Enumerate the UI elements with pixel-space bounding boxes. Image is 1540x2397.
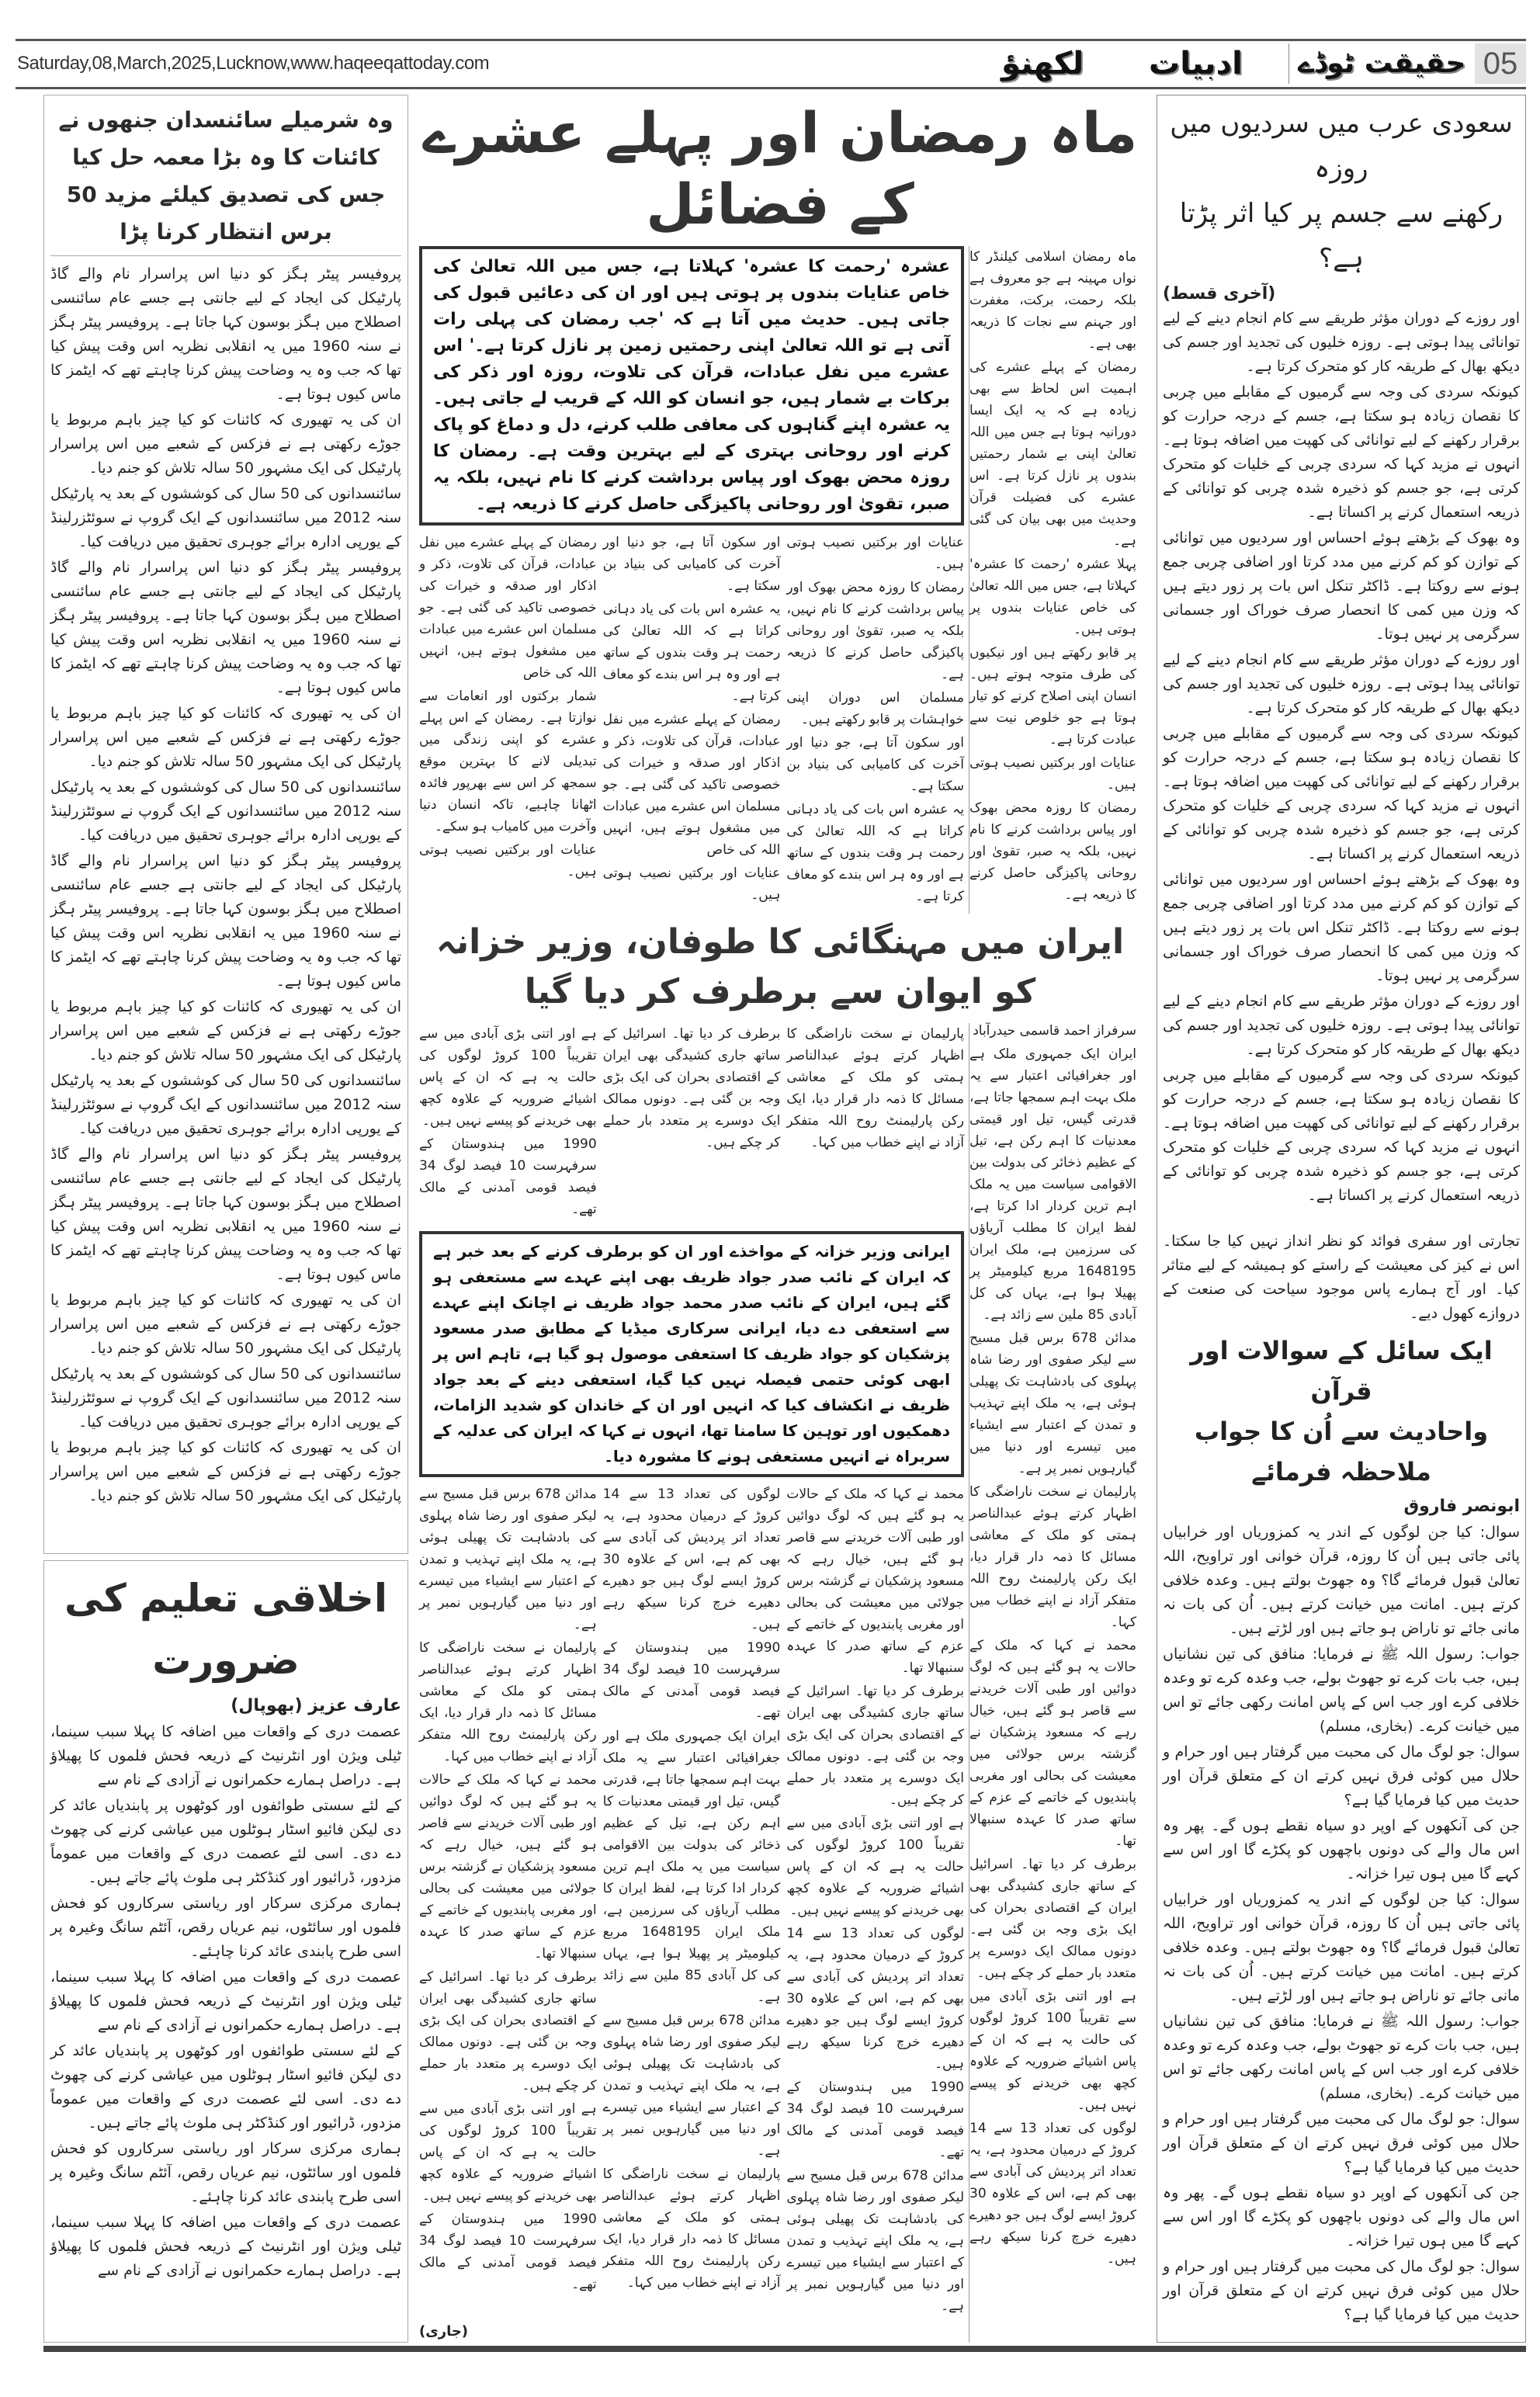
- ethics-article: [43, 1560, 408, 2343]
- ethics-article-body: [50, 1720, 401, 2336]
- paragraph: عنایات اور برکتیں نصیب ہوتی ہیں۔: [418, 842, 597, 879]
- paragraph: سوال: کیا جن لوگوں کے اندر یہ کمزوریاں اور خرابیاں پائی جاتی ہیں اُن کا روزہ، قرآن خوانی اور تراویح، اللہ تعالیٰ قبول فرمائے گا؟ وہ جھوٹ بولتے ہیں۔ وعدہ خلافی کرتے ہیں۔ امانت میں خیانت کرتے ہیں۔ اُن کی بات نہ مانی جائے تو ناراض ہو جاتے ہیں اور لڑتے ہیں۔: [1163, 1524, 1520, 1637]
- paragraph: پر قابو رکھتے ہیں اور نیکیوں کی طرف متوجہ ہوتے ہیں۔ انسان اپنی اصلاح کرنے کو تیار ہوتا ہے جو خلوص نیت سے عبادت کرتا ہے۔: [969, 645, 1136, 748]
- paragraph: پروفیسر پیٹر ہگز کو دنیا اس پراسرار نام والے گاڈ پارٹیکل کی ایجاد کے لیے جانتی ہے جسے عام سائنسی اصطلاح میں ہگز بوسون کہا جاتا ہے۔ پروفیسر پیٹر ہگز نے سنہ 1960 میں یہ انقلابی نظریہ اس وقت پیش کیا تھا کہ جب وہ یہ وضاحت پیش کرنا چاہتے تھے کہ ایٹمز کا ماس کیوں ہوتا ہے۔: [50, 265, 401, 403]
- paragraph: ہماری مرکزی سرکار اور ریاستی سرکاروں کو فحش فلموں اور سائٹوں، نیم عریاں رقص، آئٹم سانگ وغیرہ پر اسی طرح پابندی عائد کرنا چاہئے۔: [50, 1895, 401, 1960]
- saudi-headline-line-1: سعودی عرب میں سردیوں میں روزہ: [1170, 108, 1513, 184]
- iran-highlight-box: ایرانی وزیر خزانہ کے مواخذے اور ان کو برطرف کرنے کے بعد خبر ہے کہ ایران کے نائب صدر جواد ظریف بھی اپنے عہدے سے مستعفی ہو گئے ہیں، ایران کے نائب صدر محمد جواد ظریف نے اچانک اپنے عہدے سے استعفی دے دیا، ایرانی سرکاری میڈیا کے مطابق صدر مسعود پزشکیان کو جواد ظریف کا استعفی موصول ہو گیا ہے، تاہم اس پر ابھی کوئی حتمی فیصلہ نہیں کیا گیا، استعفی دینے کے بعد جواد ظریف نے انکشاف کیا کہ انہیں اور ان کے خاندان کو شدید الزامات، دھمکیوں اور توہین کا سامنا تھا، انہوں نے کہا کہ ایران کی عدلیہ کے سربراہ نے انہیں مستعفی ہونے کا مشورہ دیا۔: [419, 1231, 964, 1477]
- paragraph: مدائن 678 برس قبل مسیح سے لیکر صفوی اور رضا شاہ پہلوی کی بادشاہت تک پھیلی ہوئی ہے، یہ ملک اپنے تہذیب و تمدن کے اعتبار سے ایشیاء میں تیسرے اور دنیا میں گیارہویں نمبر پر ہے۔: [969, 1330, 1136, 1476]
- paragraph: سوال: جو لوگ مال کی محبت میں گرفتار ہیں اور حرام و حلال میں کوئی فرق نہیں کرتے ان کے متعلق قرآن اور حدیث میں کیا فرمایا گیا ہے؟: [1163, 2258, 1520, 2323]
- ethics-headline: اخلاقی تعلیم کی ضرورت: [64, 1576, 387, 1683]
- paragraph: وہ بھوک کے بڑھتے ہوئے احساس اور سردیوں میں توانائی کے توازن کو کم کرنے میں مدد کرتا اور اضافی چربی جمع ہونے سے روکتا ہے۔ ڈاکٹر تنکل اس بات پر زور دیتے ہیں کہ وزن میں کمی کا انحصار صرف خوراک اور جسمانی سرگرمی پر نہیں ہوتا۔: [1163, 529, 1520, 643]
- ramadan-column-1: [969, 246, 1136, 914]
- ethics-byline: عارف عزیز (بھوپال): [231, 1696, 401, 1715]
- paragraph: ان کی یہ تھیوری کہ کائنات کو کیا چیز باہم مربوط یا جوڑے رکھتی ہے نے فزکس کے شعبے میں اس پراسرار پارٹیکل کی ایک مشہور 50 سالہ تلاش کو جنم دیا۔: [50, 411, 401, 477]
- paragraph: عصمت دری کے واقعات میں اضافہ کا پہلا سبب سینما، ٹیلی ویژن اور انٹرنیٹ کے ذریعہ فحش فلموں کا پھیلاؤ ہے۔ دراصل ہمارے حکمرانوں نے آزادی کے نام سے: [50, 2214, 401, 2279]
- paragraph: سائنسدانوں کی 50 سال کی کوششوں کے بعد یہ پارٹیکل سنہ 2012 میں سائنسدانوں کے ایک گروپ نے سوئٹزرلینڈ کے یورپی ادارہ برائے جوہری تحقیق میں دریافت کیا۔: [50, 485, 402, 550]
- paragraph: سائنسدانوں کی 50 سال کی کوششوں کے بعد یہ پارٹیکل سنہ 2012 میں سائنسدانوں کے ایک گروپ نے سوئٹزرلینڈ کے یورپی ادارہ برائے جوہری تحقیق میں دریافت کیا۔: [50, 779, 402, 844]
- qa-headline: [1163, 1330, 1520, 1492]
- paragraph: برطرف کر دیا تھا۔ اسرائیل کے ساتھ جاری کشیدگی بھی ایران کے اقتصادی بحران کی ایک بڑی وجہ بن گئی ہے۔ دونوں ممالک ایک دوسرے پر متعدد بار حملے کر چکے ہیں۔: [969, 1857, 1136, 1981]
- paragraph: پروفیسر پیٹر ہگز کو دنیا اس پراسرار نام والے گاڈ پارٹیکل کی ایجاد کے لیے جانتی ہے جسے عام سائنسی اصطلاح میں ہگز بوسون کہا جاتا ہے۔ پروفیسر پیٹر ہگز نے سنہ 1960 میں یہ انقلابی نظریہ اس وقت پیش کیا تھا کہ جب وہ یہ وضاحت پیش کرنا چاہتے تھے کہ ایٹمز کا ماس کیوں ہوتا ہے۔: [50, 1146, 401, 1283]
- paragraph: کیونکہ سردی کی وجہ سے گرمیوں کے مقابلے میں چربی کا نقصان زیادہ ہو سکتا ہے، جسم کے درجہ حرارت کو برقرار رکھنے کے لیے توانائی کی کھپت میں اضافہ ہوتا ہے۔ انہوں نے مزید کہا کہ سردی چربی کے خلیات کو متحرک کرتی ہے، جو جسم کو ذخیرہ شدہ چربی کو توانائی کے ذریعہ استعمال کرنے پر اکساتا ہے۔: [1163, 1067, 1520, 1204]
- paragraph: ہماری مرکزی سرکار اور ریاستی سرکاروں کو فحش فلموں اور سائٹوں، نیم عریاں رقص، آئٹم سانگ وغیرہ پر اسی طرح پابندی عائد کرنا چاہئے۔: [50, 2140, 401, 2205]
- header-bottom-rule: [16, 87, 1526, 89]
- paragraph: برطرف کر دیا تھا۔ اسرائیل کے ساتھ جاری کشیدگی بھی ایران کے اقتصادی بحران کی ایک بڑی وجہ بن گئی ہے۔ دونوں ممالک ایک دوسرے پر متعدد بار حملے کر چکے ہیں۔: [602, 1026, 781, 1150]
- iran-column-3: [603, 1023, 781, 1225]
- paragraph: محمد نے کہا کہ ملک کے حالات یہ ہو گئے ہیں کہ لوگ دوائیں اور طبی آلات خریدنے سے قاصر ہو گئے ہیں، خیال رہے کہ مسعود پزشکیان نے گزشتہ برس جولائی میں معیشت کی بحالی اور مغربی پابندیوں کے خاتمے کے عزم کے ساتھ صدر کا عہدہ سنبھالا تھا۔: [969, 1638, 1136, 1849]
- paragraph: جواب: رسول اللہ ﷺ نے فرمایا: منافق کی تین نشانیاں ہیں، جب بات کرے تو جھوٹ بولے، جب وعدہ کرے تو وعدہ خلافی کرے اور جب اس کے پاس امانت رکھی جائے تو اس میں خیانت کرے۔ (بخاری، مسلم): [1163, 1646, 1520, 1735]
- paragraph: عنایات اور برکتیں نصیب ہوتی ہیں۔: [602, 865, 781, 903]
- paragraph: اور روزے کے دوران مؤثر طریقے سے کام انجام دینے کے لیے توانائی پیدا ہوتی ہے۔ روزہ خلیوں کی تجدید اور جسم کی دیکھ بھال کے طریقہ کار کو متحرک کرتا ہے۔: [1163, 993, 1520, 1058]
- ramadan-lower-columns: [419, 532, 964, 914]
- ramadan-headline: ماہ رمضان اور پہلے عشرے کے فضائل: [422, 100, 1138, 237]
- paragraph: پارلیمان نے سخت ناراضگی کا اظہار کرتے ہوئے عبدالناصر ہمتی کو ملک کے معاشی مسائل کا ذمہ دار قرار دیا، ایک رکن پارلیمنٹ روح اللہ متفکر آزاد نے اپنے خطاب میں کہا۔: [969, 1484, 1136, 1630]
- paragraph: 1990 میں ہندوستان کے سرفہرست 10 فیصد لوگ 34 فیصد قومی آمدنی کے مالک تھے۔: [418, 2211, 597, 2292]
- paragraph: یہ عشرہ اس بات کی یاد دہانی کراتا ہے کہ اللہ تعالیٰ کی رحمت ہر وقت بندوں کے ساتھ ہے اور وہ ہر اس بندے کو معاف کرتا ہے۔: [602, 602, 781, 704]
- installment-label: (آخری قسط): [1163, 284, 1276, 304]
- paragraph: اور روزے کے دوران مؤثر طریقے سے کام انجام دینے کے لیے توانائی پیدا ہوتی ہے۔ روزہ خلیوں کی تجدید اور جسم کی دیکھ بھال کے طریقہ کار کو متحرک کرتا ہے۔: [1163, 651, 1520, 716]
- paragraph: پارلیمان نے سخت ناراضگی کا اظہار کرتے ہوئے عبدالناصر ہمتی کو ملک کے معاشی مسائل کا ذمہ دار قرار دیا، ایک رکن پارلیمنٹ روح اللہ متفکر آزاد نے اپنے خطاب میں کہا۔: [602, 2166, 781, 2291]
- ramadan-column-1-wrap: [969, 246, 1141, 914]
- paragraph: اور روزے کے دوران مؤثر طریقے سے کام انجام دینے کے لیے توانائی پیدا ہوتی ہے۔ روزہ خلیوں کی تجدید اور جسم کی دیکھ بھال کے طریقہ کار کو متحرک کرتا ہے۔: [1163, 310, 1520, 375]
- paragraph: ہے اور اتنی بڑی آبادی میں سے تقریباً 100 کروڑ لوگوں کی حالت یہ ہے کہ ان کے پاس اشیائے ضروریہ کے علاوہ کچھ بھی خریدنے کو پیسے نہیں ہیں۔: [786, 1816, 964, 1918]
- paragraph: کیونکہ سردی کی وجہ سے گرمیوں کے مقابلے میں چربی کا نقصان زیادہ ہو سکتا ہے، جسم کے درجہ حرارت کو برقرار رکھنے کے لیے توانائی کی کھپت میں اضافہ ہوتا ہے۔ انہوں نے مزید کہا کہ سردی چربی کے خلیات کو متحرک کرتی ہے، جو جسم کو ذخیرہ شدہ چربی کو توانائی کے ذریعہ استعمال کرنے پر اکساتا ہے۔: [1163, 725, 1520, 862]
- paragraph: اور سکون آتا ہے، جو دنیا اور آخرت کی کامیابی کی بنیاد بن سکتا ہے۔: [786, 735, 964, 794]
- paragraph: ہے اور اتنی بڑی آبادی میں سے تقریباً 100 کروڑ لوگوں کی حالت یہ ہے کہ ان کے پاس اشیائے ضروریہ کے علاوہ کچھ بھی خریدنے کو پیسے نہیں ہیں۔: [418, 1026, 597, 1129]
- paragraph: اور سکون آتا ہے، جو دنیا اور آخرت کی کامیابی کی بنیاد بن سکتا ہے۔: [602, 535, 781, 594]
- paragraph: 1990 میں ہندوستان کے سرفہرست 10 فیصد لوگ 34 فیصد قومی آمدنی کے مالک تھے۔: [786, 2080, 964, 2160]
- paragraph: رمضان کے پہلے عشرے میں نفل عبادات، قرآن کی تلاوت، ذکر و اذکار اور صدقہ و خیرات کی خصوصی تاکید کی گئی ہے۔ جو مسلمان اس عشرے میں عبادات میں مشغول ہوتے ہیں، انہیں اللہ کی خاص: [418, 535, 597, 681]
- science-headline-line-1: وہ شرمیلے سائنسدان جنھوں نے کائنات کا وہ بڑا معمہ حل کیا: [58, 107, 394, 170]
- paragraph: مسلمان اس دوران اپنی خواہشات پر قابو رکھتے ہیں۔: [786, 690, 964, 727]
- continued-label: (جاری): [418, 2323, 469, 2340]
- ramadan-highlight-box: عشرہ 'رحمت کا عشرہ' کہلاتا ہے، جس میں اللہ تعالیٰ کی خاص عنایات بندوں پر ہوتی ہیں اور ان کی دعائیں قبول کی جاتی ہیں۔ حدیث میں آتا ہے کہ 'جب رمضان کی پہلی رات آتی ہے تو اللہ تعالیٰ اپنی رحمتیں زمین پر نازل کرتا ہے۔' اس عشرے میں نفل عبادات، قرآن کی تلاوت، روزہ اور ذکر کی برکات بے شمار ہیں، جو انسان کو اللہ کے قریب لے جاتی ہیں۔ یہ عشرہ اپنے گناہوں کی معافی طلب کرنے، دل و دماغ کو پاک کرنے اور روحانی بہتری کے لیے بہترین وقت ہے۔ رمضان کا روزہ محض بھوک اور پیاس برداشت کرنے کا نام نہیں، بلکہ یہ صبر، تقویٰ اور روحانی پاکیزگی حاصل کرنے کا ذریعہ ہے۔: [419, 246, 964, 526]
- city-title: لکھنؤ: [1001, 46, 1084, 82]
- iran-column-7-wrap: [419, 1483, 597, 2343]
- saudi-closing: تجارتی اور سفری فوائد کو نظر انداز نہیں کیا جا سکتا۔ اس نے کیز کی معیشت کے راستے کو ہمیشہ کے لیے متاثر کیا۔ اور آج ہمارے پاس موجود سیاحت کی صنعت کے دروازے کھول دیے۔: [1163, 1233, 1520, 1322]
- qa-headline-line-1: ایک سائل کے سوالات اور قرآن: [1190, 1336, 1493, 1406]
- paragraph: شمار برکتوں اور انعامات سے نوازتا ہے۔ رمضان کے اس پہلے عشرے کو اپنی زندگی میں تبدیلی لانے کا بہترین موقع سمجھ کر اس سے بھرپور فائدہ اٹھانا چاہیے، تاکہ انسان دنیا وآخرت میں کامیاب ہو سکے۔: [418, 689, 597, 834]
- paragraph: محمد نے کہا کہ ملک کے حالات یہ ہو گئے ہیں کہ لوگ دوائیں اور طبی آلات خریدنے سے قاصر ہو گئے ہیں، خیال رہے کہ مسعود پزشکیان نے گزشتہ برس جولائی میں معیشت کی بحالی اور مغربی پابندیوں کے خاتمے کے عزم کے ساتھ صدر کا عہدہ سنبھالا تھا۔: [418, 1772, 597, 1962]
- paragraph: مدائن 678 برس قبل مسیح سے لیکر صفوی اور رضا شاہ پہلوی کی بادشاہت تک پھیلی ہوئی ہے، یہ ملک اپنے تہذیب و تمدن کے اعتبار سے ایشیاء میں تیسرے اور دنیا میں گیارہویں نمبر پر ہے۔: [786, 2168, 964, 2314]
- paragraph: جن کی آنکھوں کے اوپر دو سیاہ نقطے ہوں گے۔ پھر وہ اس مال والے کی دونوں باچھوں کو پکڑے گا اور اس سے کہے گا میں ہوں تیرا خزانہ۔: [1163, 2184, 1520, 2250]
- paragraph: عصمت دری کے واقعات میں اضافہ کا پہلا سبب سینما، ٹیلی ویژن اور انٹرنیٹ کے ذریعہ فحش فلموں کا پھیلاؤ ہے۔ دراصل ہمارے حکمرانوں نے آزادی کے نام سے: [50, 1723, 401, 1788]
- section-title: ادبیات: [1149, 46, 1243, 82]
- iran-column-4: [419, 1023, 597, 1225]
- iran-column-1: [969, 1043, 1136, 2343]
- paragraph: رمضان کا روزہ محض بھوک اور پیاس برداشت کرنے کا نام نہیں، بلکہ یہ صبر، تقویٰ اور روحانی پاکیزگی حاصل کرنے کا ذریعہ ہے۔: [969, 800, 1136, 903]
- iran-columns: [419, 1023, 1141, 2343]
- iran-column-5: [786, 1483, 964, 2343]
- iran-byline: سرفراز احمد قاسمی حیدرآباد: [973, 1023, 1136, 1039]
- ramadan-column-4: [419, 532, 597, 914]
- science-headline: [50, 102, 401, 256]
- paragraph: لوگوں کی تعداد 13 سے 14 کروڑ کے درمیان محدود ہے، یہ تعداد اتر پردیش کی آبادی سے بھی کم ہے، اس کے علاوہ 30 کروڑ ایسے لوگ ہیں جو دھیرے دھیرے خرچ کرنا سیکھ رہے ہیں۔: [786, 1926, 965, 2072]
- saudi-article-body: [1163, 307, 1520, 1230]
- dateline: Saturday,08,March,2025,Lucknow,www.haqeeqattoday.com: [17, 53, 490, 74]
- qa-article: [1163, 1330, 1520, 2340]
- paragraph: کے لئے سستی طوائفوں اور کوٹھوں پر پابندیاں عائد کر دی لیکن فائیو اسٹار ہوٹلوں میں عیاشی کرنے کی چھوٹ دے دی۔ اسی لئے عصمت دری کے واقعات میں عموماً مزدور، ڈرائیور اور کنڈکٹر ہی ملوث پائے جاتے ہیں۔: [50, 1797, 401, 1886]
- paragraph: جواب: رسول اللہ ﷺ نے فرمایا: منافق کی تین نشانیاں ہیں، جب بات کرے تو جھوٹ بولے، جب وعدہ کرے تو وعدہ خلافی کرے اور جب اس کے پاس امانت رکھی جائے تو اس میں خیانت کرے۔ (بخاری، مسلم): [1163, 2013, 1520, 2102]
- science-article: [43, 95, 408, 1554]
- footer-rule: [43, 2346, 1526, 2352]
- paragraph: سائنسدانوں کی 50 سال کی کوششوں کے بعد یہ پارٹیکل سنہ 2012 میں سائنسدانوں کے ایک گروپ نے سوئٹزرلینڈ کے یورپی ادارہ برائے جوہری تحقیق میں دریافت کیا۔: [50, 1072, 402, 1137]
- ramadan-article: [419, 97, 1141, 914]
- paragraph: محمد نے کہا کہ ملک کے حالات یہ ہو گئے ہیں کہ لوگ دوائیں اور طبی آلات خریدنے سے قاصر ہو گئے ہیں، خیال رہے کہ مسعود پزشکیان نے گزشتہ برس جولائی میں معیشت کی بحالی اور مغربی پابندیوں کے خاتمے کے عزم کے ساتھ صدر کا عہدہ سنبھالا تھا۔: [786, 1486, 964, 1676]
- ramadan-column-3: [603, 532, 781, 914]
- saudi-headline: [1163, 101, 1520, 281]
- qa-headline-line-2: واحادیث سے اُن کا جواب ملاحظہ فرمائے: [1194, 1417, 1489, 1486]
- paragraph: کیونکہ سردی کی وجہ سے گرمیوں کے مقابلے میں چربی کا نقصان زیادہ ہو سکتا ہے، جسم کے درجہ حرارت کو برقرار رکھنے کے لیے توانائی کی کھپت میں اضافہ ہوتا ہے۔ انہوں نے مزید کہا کہ سردی چربی کے خلیات کو متحرک کرتی ہے، جو جسم کو ذخیرہ شدہ چربی کو توانائی کے ذریعہ استعمال کرنے پر اکساتا ہے۔: [1163, 383, 1520, 521]
- ramadan-left-block: [419, 246, 964, 914]
- qa-byline: ابونصر فاروق: [1403, 1497, 1520, 1516]
- paragraph: عنایات اور برکتیں نصیب ہوتی ہیں۔: [969, 755, 1136, 793]
- qa-article-body: [1163, 1521, 1520, 2340]
- iran-headline: ایران میں مہنگائی کا طوفان، وزیر خزانہ کو ایوان سے برطرف کر دیا گیا: [435, 922, 1125, 1011]
- page-number: 05: [1475, 43, 1526, 84]
- iran-column-7: [419, 1483, 597, 2321]
- ramadan-column-2: [786, 532, 964, 914]
- paragraph: ان کی یہ تھیوری کہ کائنات کو کیا چیز باہم مربوط یا جوڑے رکھتی ہے نے فزکس کے شعبے میں اس پراسرار پارٹیکل کی ایک مشہور 50 سالہ تلاش کو جنم دیا۔: [50, 705, 401, 770]
- iran-left-block: [419, 1023, 964, 2343]
- paragraph: برطرف کر دیا تھا۔ اسرائیل کے ساتھ جاری کشیدگی بھی ایران کے اقتصادی بحران کی ایک بڑی وجہ بن گئی ہے۔ دونوں ممالک ایک دوسرے پر متعدد بار حملے کر چکے ہیں۔: [786, 1684, 964, 1808]
- paragraph: رمضان کے پہلے عشرے میں نفل عبادات، قرآن کی تلاوت، ذکر و اذکار اور صدقہ و خیرات کی خصوصی تاکید کی گئی ہے۔ جو مسلمان اس عشرے میں عبادات میں مشغول ہوتے ہیں، انہیں اللہ کی خاص: [602, 712, 781, 858]
- paragraph: پارلیمان نے سخت ناراضگی کا اظہار کرتے ہوئے عبدالناصر ہمتی کو ملک کے معاشی مسائل کا ذمہ دار قرار دیا، ایک رکن پارلیمنٹ روح اللہ متفکر آزاد نے اپنے خطاب میں کہا۔: [786, 1026, 964, 1150]
- paragraph: پہلا عشرہ 'رحمت کا عشرہ' کہلاتا ہے، جس میں اللہ تعالیٰ کی خاص عنایات بندوں پر ہوتی ہیں۔: [969, 557, 1136, 637]
- science-headline-line-2: جس کی تصدیق کیلئے مزید 50 برس انتظار کرنا پڑا: [66, 182, 386, 245]
- paragraph: رمضان کے پہلے عشرے کی اہمیت اس لحاظ سے بھی زیادہ ہے کہ یہ ایک ایسا دورانیہ ہوتا ہے جس میں اللہ تعالیٰ اپنی بے شمار رحمتیں بندوں پر نازل کرتا ہے۔ اس عشرے کی فضیلت قرآن وحدیث میں بھی بیان کی گئی ہے۔: [969, 359, 1136, 549]
- paragraph: 1990 میں ہندوستان کے سرفہرست 10 فیصد لوگ 34 فیصد قومی آمدنی کے مالک تھے۔: [602, 1640, 781, 1721]
- paragraph: لوگوں کی تعداد 13 سے 14 کروڑ کے درمیان محدود ہے، یہ تعداد اتر پردیش کی آبادی سے بھی کم ہے، اس کے علاوہ 30 کروڑ ایسے لوگ ہیں جو دھیرے دھیرے خرچ کرنا سیکھ رہے ہیں۔: [602, 1486, 781, 1632]
- paragraph: کے لئے سستی طوائفوں اور کوٹھوں پر پابندیاں عائد کر دی لیکن فائیو اسٹار ہوٹلوں میں عیاشی کرنے کی چھوٹ دے دی۔ اسی لئے عصمت دری کے واقعات میں عموماً مزدور، ڈرائیور اور کنڈکٹر ہی ملوث پائے جاتے ہیں۔: [50, 2042, 401, 2132]
- paragraph: جن کی آنکھوں کے اوپر دو سیاہ نقطے ہوں گے۔ پھر وہ اس مال والے کی دونوں باچھوں کو پکڑے گا اور اس سے کہے گا میں ہوں تیرا خزانہ۔: [1163, 1817, 1520, 1882]
- paragraph: عصمت دری کے واقعات میں اضافہ کا پہلا سبب سینما، ٹیلی ویژن اور انٹرنیٹ کے ذریعہ فحش فلموں کا پھیلاؤ ہے۔ دراصل ہمارے حکمرانوں نے آزادی کے نام سے: [50, 1969, 401, 2034]
- paragraph: ایران ایک جمہوری ملک ہے اور جغرافیائی اعتبار سے یہ ملک بہت اہم سمجھا جاتا ہے، قدرتی گیس، تیل اور قیمتی معدنیات کا اہم رکن ہے، تیل کے عظیم ذخائر کی بدولت بین الاقوامی سیاست میں یہ ملک اہم ترین کردار ادا کرتا ہے، لفظ ایران کا مطلب آریاؤں کی سرزمین ہے، ملک ایران 1648195 مربع کیلومیٹر پر پھیلا ہوا ہے، یہاں کی کل آبادی 85 ملین سے زائد ہے۔: [969, 1046, 1136, 1323]
- paragraph: مدائن 678 برس قبل مسیح سے لیکر صفوی اور رضا شاہ پہلوی کی بادشاہت تک پھیلی ہوئی ہے، یہ ملک اپنے تہذیب و تمدن کے اعتبار سے ایشیاء میں تیسرے اور دنیا میں گیارہویں نمبر پر ہے۔: [602, 2013, 781, 2159]
- paragraph: سوال: جو لوگ مال کی محبت میں گرفتار ہیں اور حرام و حلال میں کوئی فرق نہیں کرتے ان کے متعلق قرآن اور حدیث میں کیا فرمایا گیا ہے؟: [1163, 1743, 1520, 1809]
- paragraph: پروفیسر پیٹر ہگز کو دنیا اس پراسرار نام والے گاڈ پارٹیکل کی ایجاد کے لیے جانتی ہے جسے عام سائنسی اصطلاح میں ہگز بوسون کہا جاتا ہے۔ پروفیسر پیٹر ہگز نے سنہ 1960 میں یہ انقلابی نظریہ اس وقت پیش کیا تھا کہ جب وہ یہ وضاحت پیش کرنا چاہتے تھے کہ ایٹمز کا ماس کیوں ہوتا ہے۔: [50, 559, 401, 696]
- iran-column-2: [786, 1023, 964, 1225]
- paragraph: ہے اور اتنی بڑی آبادی میں سے تقریباً 100 کروڑ لوگوں کی حالت یہ ہے کہ ان کے پاس اشیائے ضروریہ کے علاوہ کچھ بھی خریدنے کو پیسے نہیں ہیں۔: [969, 1989, 1136, 2113]
- paragraph: پروفیسر پیٹر ہگز کو دنیا اس پراسرار نام والے گاڈ پارٹیکل کی ایجاد کے لیے جانتی ہے جسے عام سائنسی اصطلاح میں ہگز بوسون کہا جاتا ہے۔ پروفیسر پیٹر ہگز نے سنہ 1960 میں یہ انقلابی نظریہ اس وقت پیش کیا تھا کہ جب وہ یہ وضاحت پیش کرنا چاہتے تھے کہ ایٹمز کا ماس کیوں ہوتا ہے۔: [50, 852, 401, 990]
- paragraph: ان کی یہ تھیوری کہ کائنات کو کیا چیز باہم مربوط یا جوڑے رکھتی ہے نے فزکس کے شعبے میں اس پراسرار پارٹیکل کی ایک مشہور 50 سالہ تلاش کو جنم دیا۔: [50, 1292, 401, 1357]
- paragraph: یہ عشرہ اس بات کی یاد دہانی کراتا ہے کہ اللہ تعالیٰ کی رحمت ہر وقت بندوں کے ساتھ ہے اور وہ ہر اس بندے کو معاف کرتا ہے۔: [786, 802, 964, 904]
- paragraph: مدائن 678 برس قبل مسیح سے لیکر صفوی اور رضا شاہ پہلوی کی بادشاہت تک پھیلی ہوئی ہے، یہ ملک اپنے تہذیب و تمدن کے اعتبار سے ایشیاء میں تیسرے اور دنیا میں گیارہویں نمبر پر ہے۔: [418, 1486, 597, 1632]
- paragraph: سوال: جو لوگ مال کی محبت میں گرفتار ہیں اور حرام و حلال میں کوئی فرق نہیں کرتے ان کے متعلق قرآن اور حدیث میں کیا فرمایا گیا ہے؟: [1163, 2111, 1520, 2176]
- paragraph: لوگوں کی تعداد 13 سے 14 کروڑ کے درمیان محدود ہے، یہ تعداد اتر پردیش کی آبادی سے بھی کم ہے، اس کے علاوہ 30 کروڑ ایسے لوگ ہیں جو دھیرے دھیرے خرچ کرنا سیکھ رہے ہیں۔: [969, 2121, 1137, 2267]
- paragraph: ایران ایک جمہوری ملک ہے اور جغرافیائی اعتبار سے یہ ملک بہت اہم سمجھا جاتا ہے، قدرتی گیس، تیل اور قیمتی معدنیات کا اہم رکن ہے، تیل کے عظیم ذخائر کی بدولت بین الاقوامی سیاست میں یہ ملک اہم ترین کردار ادا کرتا ہے، لفظ ایران کا مطلب آریاؤں کی سرزمین ہے، ملک ایران 1648195 مربع کیلومیٹر پر پھیلا ہوا ہے، یہاں کی کل آبادی 85 ملین سے زائد ہے۔: [602, 1729, 781, 2005]
- paragraph: ہے اور اتنی بڑی آبادی میں سے تقریباً 100 کروڑ لوگوں کی حالت یہ ہے کہ ان کے پاس اشیائے ضروریہ کے علاوہ کچھ بھی خریدنے کو پیسے نہیں ہیں۔: [418, 2101, 597, 2204]
- paragraph: سوال: کیا جن لوگوں کے اندر یہ کمزوریاں اور خرابیاں پائی جاتی ہیں اُن کا روزہ، قرآن خوانی اور تراویح، اللہ تعالیٰ قبول فرمائے گا؟ وہ جھوٹ بولتے ہیں۔ وعدہ خلافی کرتے ہیں۔ امانت میں خیانت کرتے ہیں۔ اُن کی بات نہ مانی جائے تو ناراض ہو جاتے ہیں اور لڑتے ہیں۔: [1163, 1891, 1520, 2004]
- paragraph: ان کی یہ تھیوری کہ کائنات کو کیا چیز باہم مربوط یا جوڑے رکھتی ہے نے فزکس کے شعبے میں اس پراسرار پارٹیکل کی ایک مشہور 50 سالہ تلاش کو جنم دیا۔: [50, 998, 401, 1063]
- iran-column-1-wrap: [969, 1023, 1141, 2343]
- paragraph: ان کی یہ تھیوری کہ کائنات کو کیا چیز باہم مربوط یا جوڑے رکھتی ہے نے فزکس کے شعبے میں اس پراسرار پارٹیکل کی ایک مشہور 50 سالہ تلاش کو جنم دیا۔: [50, 1439, 401, 1504]
- paragraph: عنایات اور برکتیں نصیب ہوتی ہیں۔: [786, 535, 964, 572]
- paragraph: وہ بھوک کے بڑھتے ہوئے احساس اور سردیوں میں توانائی کے توازن کو کم کرنے میں مدد کرتا اور اضافی چربی جمع ہونے سے روکتا ہے۔ ڈاکٹر تنکل اس بات پر زور دیتے ہیں کہ وزن میں کمی کا انحصار صرف خوراک اور جسمانی سرگرمی پر نہیں ہوتا۔: [1163, 871, 1520, 984]
- saudi-article: [1163, 101, 1520, 1326]
- iran-article: [419, 918, 1141, 2343]
- iran-lower-columns: [419, 1483, 964, 2343]
- iran-upper-columns: [419, 1023, 964, 1225]
- paragraph: رمضان کا روزہ محض بھوک اور پیاس برداشت کرنے کا نام نہیں، بلکہ یہ صبر، تقویٰ اور روحانی پاکیزگی حاصل کرنے کا ذریعہ ہے۔: [786, 580, 964, 682]
- science-article-body: [50, 262, 401, 1547]
- paragraph: ماہ رمضان اسلامی کیلنڈر کا نواں مہینہ ہے جو معروف ہے بلکہ رحمت، برکت، مغفرت اور جہنم سے نجات کا ذریعہ بھی ہے۔: [969, 249, 1136, 352]
- paper-logo: حقیقت ٹوڈے: [1298, 47, 1466, 79]
- paragraph: سائنسدانوں کی 50 سال کی کوششوں کے بعد یہ پارٹیکل سنہ 2012 میں سائنسدانوں کے ایک گروپ نے سوئٹزرلینڈ کے یورپی ادارہ برائے جوہری تحقیق میں دریافت کیا۔: [50, 1365, 402, 1431]
- saudi-headline-line-2: رکھنے سے جسم پر کیا اثر پڑتا ہے؟: [1179, 198, 1504, 274]
- paragraph: 1990 میں ہندوستان کے سرفہرست 10 فیصد لوگ 34 فیصد قومی آمدنی کے مالک تھے۔: [418, 1136, 597, 1217]
- paragraph: پارلیمان نے سخت ناراضگی کا اظہار کرتے ہوئے عبدالناصر ہمتی کو ملک کے معاشی مسائل کا ذمہ دار قرار دیا، ایک رکن پارلیمنٹ روح اللہ متفکر آزاد نے اپنے خطاب میں کہا۔: [418, 1640, 597, 1764]
- paragraph: برطرف کر دیا تھا۔ اسرائیل کے ساتھ جاری کشیدگی بھی ایران کے اقتصادی بحران کی ایک بڑی وجہ بن گئی ہے۔ دونوں ممالک ایک دوسرے پر متعدد بار حملے کر چکے ہیں۔: [418, 1969, 597, 2093]
- iran-column-6: [603, 1483, 781, 2343]
- header-top-rule: [16, 39, 1526, 41]
- ramadan-columns: [419, 246, 1141, 914]
